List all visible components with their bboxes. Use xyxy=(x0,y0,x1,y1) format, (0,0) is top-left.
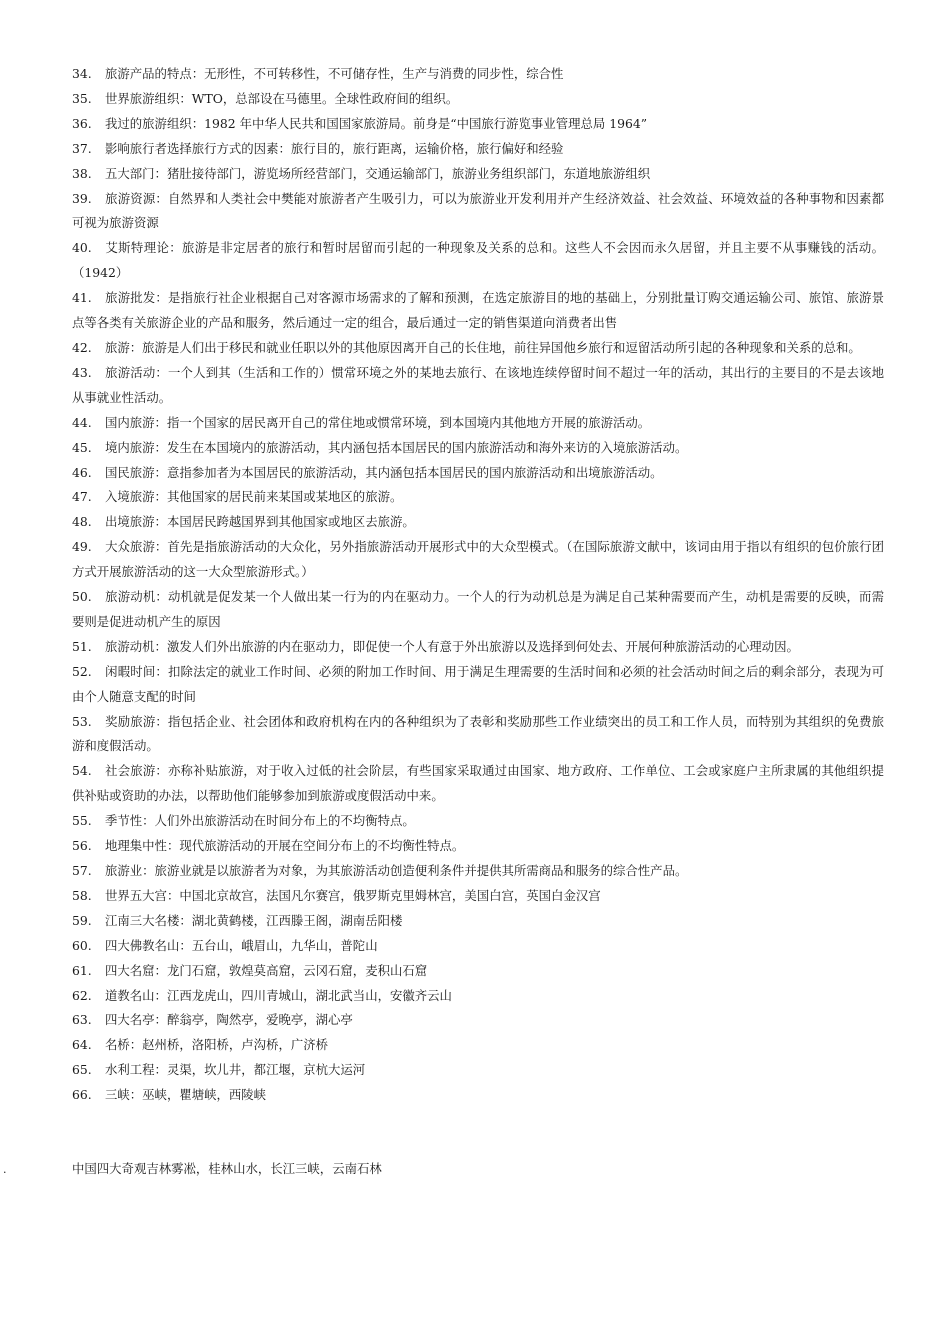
item-text: 境内旅游：发生在本国境内的旅游活动，其内涵包括本国居民的国内旅游活动和海外来访的入境旅游活动。 xyxy=(105,439,688,455)
closing-line: 中国四大奇观吉林雾凇，桂林山水，长江三峡，云南石林 xyxy=(72,1161,382,1176)
item-number: 37. xyxy=(72,140,92,156)
item-text: 地理集中性：现代旅游活动的开展在空间分布上的不均衡性特点。 xyxy=(105,838,465,854)
item-text: 四大名窟：龙门石窟，敦煌莫高窟，云冈石窟，麦积山石窟 xyxy=(105,962,428,978)
item-text: 旅游动机：动机就是促发某一个人做出某一行为的内在驱动力。一个人的行为动机总是为满足自己某种需要而产生，动机是需要的反映，而需要则是促进动机产生的原因 xyxy=(72,589,884,629)
item-number: 64. xyxy=(72,1037,92,1053)
list-item xyxy=(72,884,884,909)
list-item xyxy=(72,461,884,486)
list-item xyxy=(72,1033,884,1058)
item-number: 65. xyxy=(72,1062,92,1078)
item-text: 社会旅游：亦称补贴旅游，对于收入过低的社会阶层，有些国家采取通过由国家、地方政府、工作单位、工会或家庭户主所隶属的其他组织提供补贴或资助的办法，以帮助他们能够参加到旅游或度假活动中来。 xyxy=(72,763,884,804)
item-text: 艾斯特理论：旅游是非定居者的旅行和暂时居留而引起的一种现象及关系的总和。这些人不会因而永久居留，并且主要不从事赚钱的活动。（1942） xyxy=(72,240,884,281)
list-item xyxy=(72,585,884,635)
item-text: 道教名山：江西龙虎山，四川青城山，湖北武当山，安徽齐云山 xyxy=(105,987,452,1003)
list-item xyxy=(72,909,884,934)
list-item xyxy=(72,187,884,237)
item-text: 国民旅游：意指参加者为本国居民的旅游活动，其内涵包括本国居民的国内旅游活动和出境旅游活动。 xyxy=(105,464,663,480)
item-text: 旅游：旅游是人们出于移民和就业任职以外的其他原因离开自己的长住地，前往异国他乡旅行和逗留活动所引起的各种现象和关系的总和。 xyxy=(105,339,861,355)
item-number: 42. xyxy=(72,339,92,355)
list-item xyxy=(72,286,884,336)
list-item xyxy=(72,710,884,760)
item-text: 奖励旅游：指包括企业、社会团体和政府机构在内的各种组织为了表彰和奖励那些工作业绩突出的员工和工作人员，而特别为其组织的免费旅游和度假活动。 xyxy=(72,713,884,754)
item-number: 45. xyxy=(72,439,92,455)
item-number: 34. xyxy=(72,66,92,81)
item-text: 江南三大名楼：湖北黄鹤楼，江西滕王阁，湖南岳阳楼 xyxy=(105,912,403,928)
list-item xyxy=(72,112,884,137)
item-number: 61. xyxy=(72,962,92,978)
item-number: 44. xyxy=(72,414,92,430)
list-item xyxy=(72,934,884,959)
item-text: 旅游活动：一个人到其（生活和工作的）惯常环境之外的某地去旅行、在该地连续停留时间不超过一年的活动，其出行的主要目的不是去该地从事就业性活动。 xyxy=(72,364,884,405)
item-text: 我过的旅游组织：1982 年中华人民共和国国家旅游局。前身是“中国旅行游览事业管理总局 1964” xyxy=(105,115,648,131)
item-number: 59. xyxy=(72,912,92,928)
list-item xyxy=(72,959,884,984)
list-item xyxy=(72,361,884,411)
item-number: 57. xyxy=(72,863,92,878)
item-text: 季节性：人们外出旅游活动在时间分布上的不均衡特点。 xyxy=(105,813,415,829)
item-text: 五大部门：猪肚接待部门，游览场所经营部门，交通运输部门，旅游业务组织部门，东道地旅游组织 xyxy=(105,165,651,181)
item-number: 39. xyxy=(72,190,92,206)
item-number: 58. xyxy=(72,887,92,903)
item-number: 55. xyxy=(72,813,92,829)
item-text: 世界五大宫：中国北京故宫，法国凡尔赛宫，俄罗斯克里姆林宫，美国白宫，英国白金汉宫 xyxy=(105,887,601,903)
item-number: 56. xyxy=(72,838,92,854)
item-number: 66. xyxy=(72,1087,92,1103)
list-item xyxy=(72,137,884,162)
item-text: 影响旅行者选择旅行方式的因素：旅行目的，旅行距离，运输价格，旅行偏好和经验 xyxy=(105,140,564,156)
list-item xyxy=(72,809,884,834)
list-item xyxy=(72,436,884,461)
item-text: 大众旅游：首先是指旅游活动的大众化，另外指旅游活动开展形式中的大众型模式。（在国际旅游文献中，该词由用于指以有组织的包价旅行团方式开展旅游活动的这一大众型旅游形式。） xyxy=(72,539,884,580)
item-number: 52. xyxy=(72,663,92,679)
item-number: 47. xyxy=(72,489,92,505)
item-number: 50. xyxy=(72,589,92,605)
item-number: 54. xyxy=(72,763,92,779)
item-text: 闲暇时间：扣除法定的就业工作时间、必须的附加工作时间、用于满足生理需要的生活时间和必须的社会活动时间之后的剩余部分，表现为可由个人随意支配的时间 xyxy=(72,663,884,704)
item-text: 世界旅游组织：WTO，总部设在马德里。全球性政府间的组织。 xyxy=(105,90,459,106)
item-text: 旅游动机：激发人们外出旅游的内在驱动力，即促使一个人有意于外出旅游以及选择到何处去、开展何种旅游活动的心理动因。 xyxy=(105,638,799,654)
item-text: 旅游产品的特点：无形性，不可转移性，不可储存性，生产与消费的同步性，综合性 xyxy=(105,66,564,81)
item-number: 48. xyxy=(72,514,92,530)
numbered-list xyxy=(72,62,884,1108)
list-item xyxy=(72,510,884,535)
item-number: 49. xyxy=(72,539,92,555)
stray-marker: . xyxy=(3,1163,7,1176)
list-item xyxy=(72,535,884,585)
list-item xyxy=(72,1058,884,1083)
item-number: 53. xyxy=(72,713,92,729)
list-item xyxy=(72,485,884,510)
item-text: 旅游业：旅游业就是以旅游者为对象，为其旅游活动创造便利条件并提供其所需商品和服务的综合性产品。 xyxy=(105,863,688,878)
item-number: 38. xyxy=(72,165,92,181)
item-number: 36. xyxy=(72,115,92,131)
item-number: 40. xyxy=(72,240,92,256)
list-item xyxy=(72,984,884,1009)
item-text: 旅游资源：自然界和人类社会中樊能对旅游者产生吸引力，可以为旅游业开发利用并产生经济效益、社会效益、环境效益的各种事物和因素都可视为旅游资源 xyxy=(72,190,884,231)
item-number: 35. xyxy=(72,90,92,106)
list-item xyxy=(72,834,884,859)
list-item xyxy=(72,162,884,187)
item-text: 入境旅游：其他国家的居民前来某国或某地区的旅游。 xyxy=(105,489,403,505)
item-text: 四大名亭：醉翁亭，陶然亭，爱晚亭，湖心亭 xyxy=(105,1012,353,1028)
item-number: 62. xyxy=(72,987,92,1003)
list-item xyxy=(72,62,884,87)
list-item xyxy=(72,759,884,809)
item-number: 60. xyxy=(72,937,92,953)
item-number: 43. xyxy=(72,364,92,380)
list-item xyxy=(72,1008,884,1033)
item-text: 名桥：赵州桥，洛阳桥，卢沟桥，广济桥 xyxy=(105,1037,329,1053)
item-text: 旅游批发：是指旅行社企业根据自己对客源市场需求的了解和预测，在选定旅游目的地的基础上，分别批量订购交通运输公司、旅馆、旅游景点等各类有关旅游企业的产品和服务，然后通过一定的组合，最后通过一定的销售渠道向消费者出售 xyxy=(72,290,884,331)
item-text: 水利工程：灵渠，坎儿井，都江堰，京杭大运河 xyxy=(105,1062,366,1078)
item-text: 国内旅游：指一个国家的居民离开自己的常住地或惯常环境，到本国境内其他地方开展的旅游活动。 xyxy=(105,414,651,430)
list-item xyxy=(72,635,884,660)
list-item xyxy=(72,336,884,361)
item-text: 四大佛教名山：五台山，峨眉山，九华山，普陀山 xyxy=(105,937,378,953)
list-item xyxy=(72,87,884,112)
list-item xyxy=(72,236,884,286)
item-number: 51. xyxy=(72,638,92,654)
item-number: 41. xyxy=(72,290,92,306)
item-text: 三峡：巫峡，瞿塘峡，西陵峡 xyxy=(105,1087,267,1103)
item-text: 出境旅游：本国居民跨越国界到其他国家或地区去旅游。 xyxy=(105,514,415,530)
item-number: 63. xyxy=(72,1012,92,1028)
list-item xyxy=(72,1083,884,1108)
list-item xyxy=(72,660,884,710)
list-item xyxy=(72,411,884,436)
item-number: 46. xyxy=(72,464,92,480)
list-item xyxy=(72,859,884,884)
